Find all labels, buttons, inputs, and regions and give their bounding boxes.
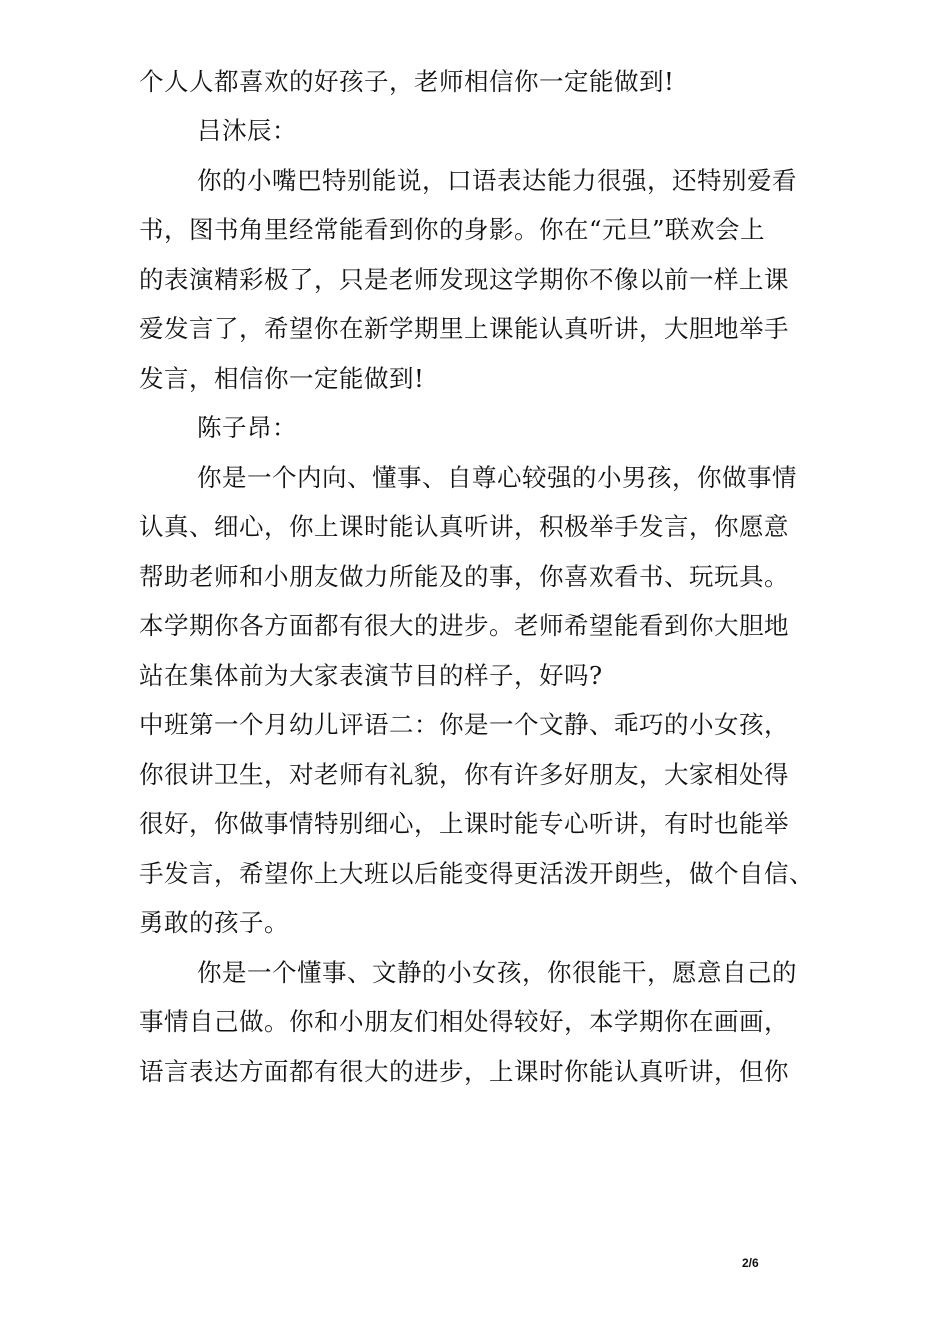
text-line: 个人人都喜欢的好孩子，老师相信你一定能做到! [139, 67, 675, 96]
text-line: 帮助老师和小朋友做力所能及的事，你喜欢看书、玩玩具。 [139, 562, 789, 591]
text-line: 很好，你做事情特别细心，上课时能专心听讲，有时也能举 [139, 809, 789, 838]
student-name-heading: 陈子昂： [197, 413, 297, 442]
section-heading-line: 中班第一个月幼儿评语二：你是一个文静、乖巧的小女孩， [139, 710, 789, 739]
text-line: 书，图书角里经常能看到你的身影。你在“元旦”联欢会上 [139, 215, 766, 244]
text-line: 手发言，希望你上大班以后能变得更活泼开朗些，做个自信、 [139, 859, 814, 888]
text-line: 你很讲卫生，对老师有礼貌，你有许多好朋友，大家相处得 [139, 760, 789, 789]
text-line: 勇敢的孩子。 [139, 908, 289, 937]
text-line: 的表演精彩极了，只是老师发现这学期你不像以前一样上课 [139, 265, 789, 294]
text-line: 语言表达方面都有很大的进步，上课时你能认真听讲，但你 [139, 1057, 789, 1086]
text-line: 你的小嘴巴特别能说，口语表达能力很强，还特别爱看 [197, 166, 797, 195]
text-line: 站在集体前为大家表演节目的样子，好吗? [139, 661, 603, 690]
text-line: 你是一个内向、懂事、自尊心较强的小男孩，你做事情 [197, 463, 797, 492]
text-line: 认真、细心，你上课时能认真听讲，积极举手发言，你愿意 [139, 512, 789, 541]
page-number: 2/6 [742, 1256, 759, 1270]
text-line: 你是一个懂事、文静的小女孩，你很能干，愿意自己的 [197, 958, 797, 987]
text-line: 爱发言了，希望你在新学期里上课能认真听讲，大胆地举手 [139, 314, 789, 343]
text-line: 本学期你各方面都有很大的进步。老师希望能看到你大胆地 [139, 611, 789, 640]
student-name-heading: 吕沐辰： [197, 116, 297, 145]
text-line: 事情自己做。你和小朋友们相处得较好，本学期你在画画， [139, 1007, 789, 1036]
text-line: 发言，相信你一定能做到! [139, 364, 425, 393]
